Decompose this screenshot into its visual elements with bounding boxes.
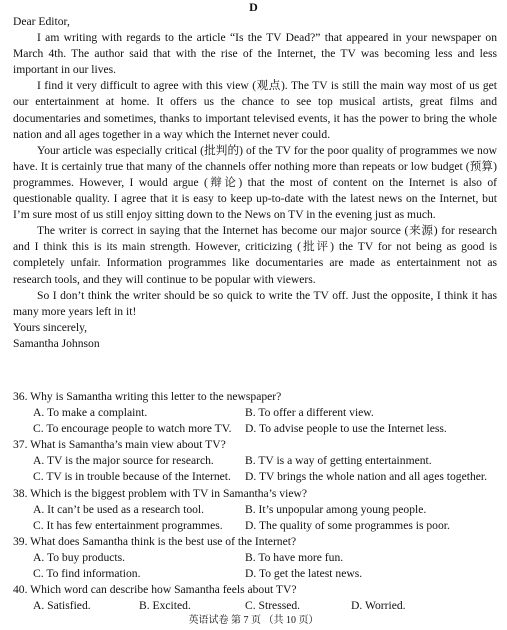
letter-paragraph: Your article was especially critical (批判的) of the TV for the poor quality of programmes we now have. It is certainly true that many of the channels offer nothing more than repeats or low budget (预算) programmes. However, I would argue (辩论) that the most of content on the Internet is also of questionable quality. I agree that it is easy to keep up-to-date with the latest news on the Internet, but I’m sure most of us still enjoy sitting down to the News on TV in the evening just as much. [13, 143, 497, 222]
option-c[interactable]: C. Stressed. [245, 599, 301, 613]
option-a[interactable]: A. Satisfied. [33, 599, 91, 613]
question-stem: 37. What is Samantha’s main view about TV? [13, 438, 226, 452]
section-heading: D [249, 0, 258, 14]
letter-greeting: Dear Editor, [13, 15, 70, 28]
question-38 [13, 486, 497, 534]
letter-paragraph: I find it very difficult to agree with this view (观点). The TV is still the main way most of us get our entertainment at home. It offers us the chance to see top musical artists, great films and documentaries and sometimes, thanks to important televised events, it has the power to bring the whole nation and all ages together in a way which the Internet never could. [13, 79, 497, 141]
option-d[interactable]: D. To advise people to use the Internet less. [245, 422, 447, 436]
question-list [13, 389, 497, 614]
letter-passage [13, 14, 497, 352]
question-stem: 36. Why is Samantha writing this letter to the newspaper? [13, 390, 282, 403]
option-b[interactable]: B. It’s unpopular among young people. [245, 502, 427, 516]
letter-signature: Samantha Johnson [13, 336, 100, 350]
option-c[interactable]: C. To find information. [33, 567, 141, 581]
option-c[interactable]: C. TV is in trouble because of the Internet. [33, 470, 231, 484]
option-a[interactable]: A. To buy products. [33, 550, 126, 564]
question-stem: 38. Which is the biggest problem with TV in Samantha’s view? [13, 486, 307, 500]
letter-paragraph: The writer is correct in saying that the Internet has become our major source (来源) for research and I think this is its main strength. However, criticizing (批评) the TV for not being as good is completely unfair. Information programmes like documentaries are made as entertainment not as research tools, and they will continue to be popular with viewers. [13, 224, 497, 286]
option-a[interactable]: A. To make a complaint. [33, 406, 148, 420]
option-d[interactable]: D. Worried. [351, 599, 406, 613]
option-c[interactable]: C. It has few entertainment programmes. [33, 518, 223, 532]
option-a[interactable]: A. TV is the major source for research. [33, 454, 214, 468]
question-39 [13, 534, 497, 582]
option-b[interactable]: B. TV is a way of getting entertainment. [245, 454, 432, 468]
option-b[interactable]: B. To have more fun. [245, 550, 344, 564]
question-36 [13, 389, 497, 437]
letter-paragraph: So I don’t think the writer should be so quick to write the TV off. Just the opposite, I think it has many more years left in it! [13, 288, 497, 318]
question-37 [13, 437, 497, 485]
option-a[interactable]: A. It can’t be used as a research tool. [33, 502, 205, 516]
question-40 [13, 582, 497, 614]
letter-closing: Yours sincerely, [13, 320, 88, 334]
option-b[interactable]: B. Excited. [139, 599, 191, 613]
option-c[interactable]: C. To encourage people to watch more TV. [33, 422, 232, 436]
option-d[interactable]: D. TV brings the whole nation and all ages together. [245, 470, 488, 484]
page-footer: 英语试卷 第 7 页 （共 10 页） [188, 615, 319, 626]
letter-paragraph: I am writing with regards to the article “Is the TV Dead?” that appeared in your newspaper on March 4th. The author said that with the rise of the Internet, the TV was becoming less and less important in our lives. [13, 31, 497, 77]
option-b[interactable]: B. To offer a different view. [245, 406, 374, 420]
question-stem: 40. Which word can describe how Samantha feels about TV? [13, 583, 297, 597]
question-stem: 39. What does Samantha think is the best use of the Internet? [13, 534, 297, 548]
option-d[interactable]: D. To get the latest news. [245, 567, 363, 581]
option-d[interactable]: D. The quality of some programmes is poor. [245, 518, 450, 532]
